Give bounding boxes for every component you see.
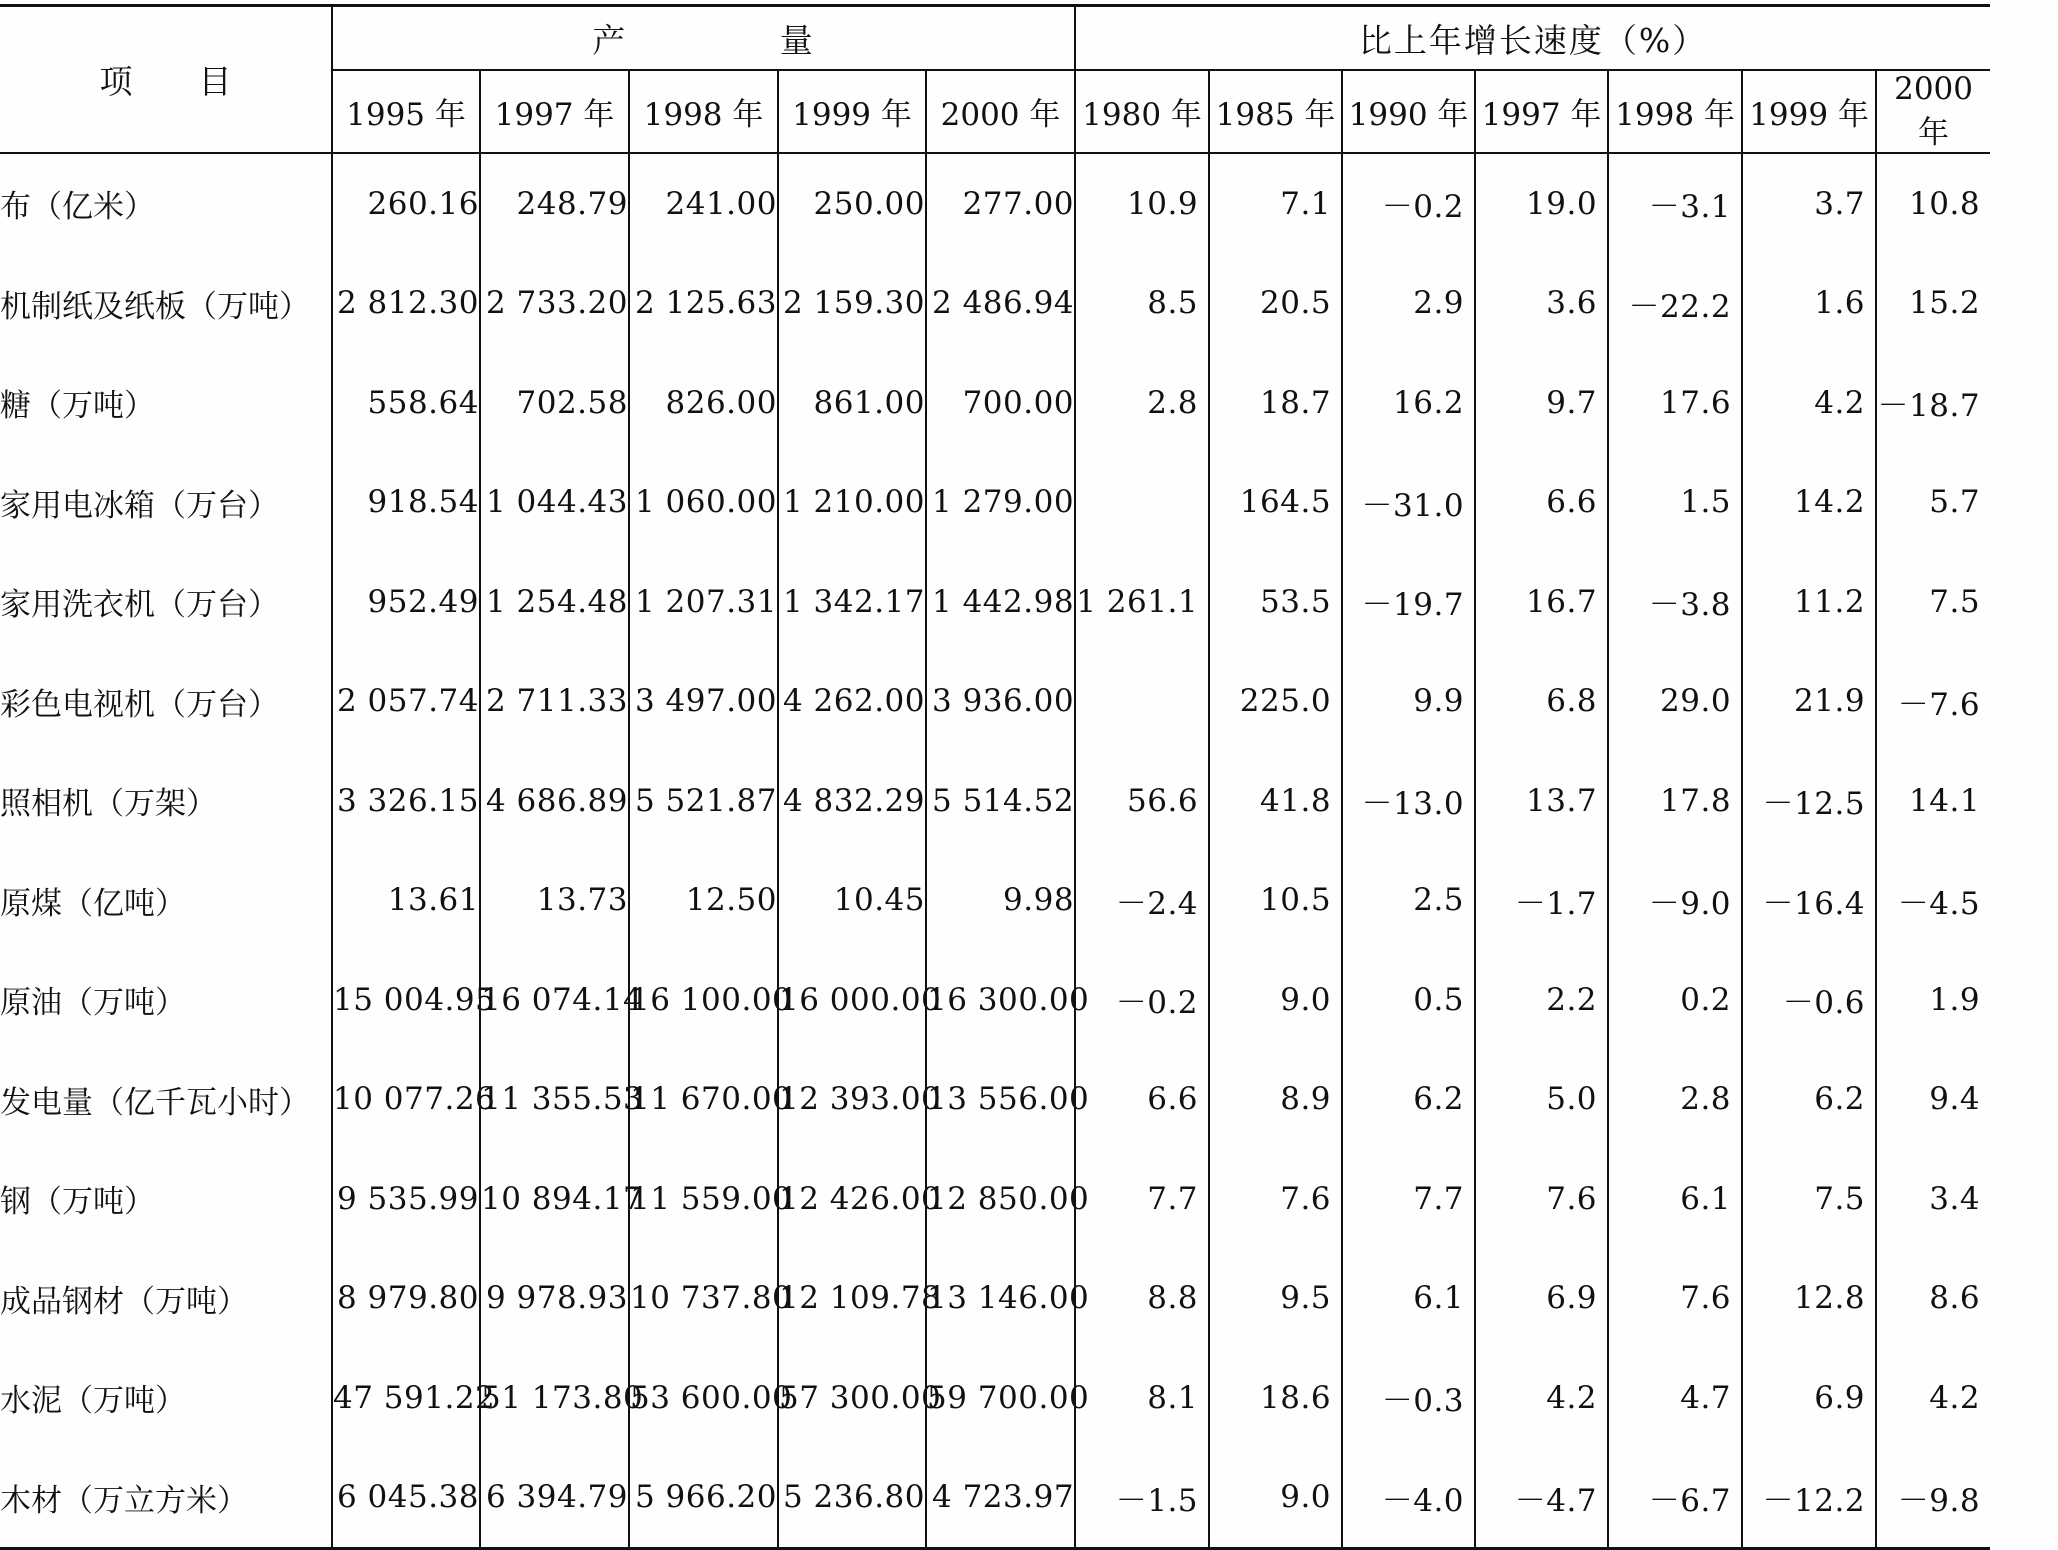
growth-cell: 4.2: [1742, 353, 1876, 453]
growth-cell: 2.8: [1608, 1050, 1742, 1150]
growth-cell: －7.6: [1897, 686, 1981, 723]
growth-cell: 3.6: [1475, 254, 1608, 354]
statistics-table: [0, 4, 1990, 1550]
growth-cell: 164.5: [1209, 453, 1342, 553]
growth-year-header: 1990 年: [1342, 70, 1475, 153]
growth-cell: －31.0: [1342, 453, 1475, 553]
production-cell: 13.73: [480, 851, 629, 951]
production-cell: 4 832.29: [778, 751, 926, 851]
production-cell: 558.64: [332, 353, 480, 453]
row-item-label: 糖（万吨）: [0, 353, 332, 453]
production-cell: 15 004.95: [332, 950, 480, 1050]
growth-cell: －6.7: [1608, 1448, 1742, 1549]
production-cell: 12.50: [629, 851, 778, 951]
growth-cell: －22.2: [1608, 254, 1742, 354]
growth-cell: 6.9: [1475, 1249, 1608, 1349]
production-cell: 10 894.17: [480, 1149, 629, 1249]
growth-year-header: 1998 年: [1608, 70, 1742, 153]
growth-cell: 8.8: [1075, 1249, 1209, 1349]
row-item-label: 成品钢材（万吨）: [0, 1249, 332, 1349]
growth-cell: 2.8: [1075, 353, 1209, 453]
row-item-label: 木材（万立方米）: [0, 1448, 332, 1549]
growth-cell: 6.6: [1075, 1050, 1209, 1150]
growth-cell: 15.2: [1909, 285, 1981, 322]
production-cell: 1 210.00: [778, 453, 926, 553]
production-year-header: 1998 年: [629, 70, 778, 153]
table-row: [0, 1149, 1990, 1249]
growth-cell: 5.7: [1929, 484, 1981, 521]
growth-cell: －4.5: [1897, 885, 1981, 922]
table-row: [0, 254, 1990, 354]
row-item-label: 钢（万吨）: [0, 1149, 332, 1249]
growth-cell: 1.6: [1742, 254, 1876, 354]
growth-cell: 18.7: [1209, 353, 1342, 453]
growth-cell: －2.4: [1075, 851, 1209, 951]
growth-cell: 7.7: [1342, 1149, 1475, 1249]
growth-cell: 2.2: [1475, 950, 1608, 1050]
production-cell: 8 979.80: [332, 1249, 480, 1349]
growth-cell: 3.4: [1929, 1180, 1981, 1217]
growth-cell: 9.0: [1209, 950, 1342, 1050]
growth-cell: 7.5: [1929, 583, 1981, 620]
row-item-label: 发电量（亿千瓦小时）: [0, 1050, 332, 1150]
growth-cell: 16.2: [1342, 353, 1475, 453]
growth-cell: 6.2: [1342, 1050, 1475, 1150]
growth-cell: 29.0: [1608, 652, 1742, 752]
table-row: [0, 453, 1990, 553]
growth-cell: －3.1: [1608, 153, 1742, 254]
growth-cell: －0.6: [1742, 950, 1876, 1050]
growth-cell: 1.5: [1608, 453, 1742, 553]
production-cell: 2 733.20: [480, 254, 629, 354]
production-cell: 2 812.30: [332, 254, 480, 354]
production-cell: 260.16: [332, 153, 480, 254]
growth-cell: 4.2: [1929, 1379, 1981, 1416]
production-cell: 16 000.00: [778, 950, 926, 1050]
growth-cell: [1075, 453, 1209, 553]
production-cell: 6 394.79: [480, 1448, 629, 1549]
growth-cell: 2.9: [1342, 254, 1475, 354]
item-column-header: 项 目: [0, 6, 332, 154]
production-cell: 248.79: [480, 153, 629, 254]
production-cell: 5 521.87: [629, 751, 778, 851]
growth-cell: 9.9: [1342, 652, 1475, 752]
table-row: [0, 1448, 1990, 1549]
production-cell: 12 850.00: [926, 1149, 1075, 1249]
growth-cell: －12.2: [1742, 1448, 1876, 1549]
growth-cell: 4.7: [1608, 1348, 1742, 1448]
table-row: [0, 353, 1990, 453]
growth-cell: 1 261.1: [1075, 552, 1209, 652]
growth-cell: 8.9: [1209, 1050, 1342, 1150]
growth-cell: －0.2: [1075, 950, 1209, 1050]
row-item-label: 照相机（万架）: [0, 751, 332, 851]
production-cell: 4 723.97: [926, 1448, 1075, 1549]
growth-group-header: 比上年增长速度（%）: [1075, 6, 1990, 71]
production-cell: 826.00: [629, 353, 778, 453]
table-row: [0, 153, 1990, 254]
growth-cell: 53.5: [1209, 552, 1342, 652]
production-cell: 12 393.00: [778, 1050, 926, 1150]
production-cell: 16 074.14: [480, 950, 629, 1050]
growth-cell: 7.7: [1075, 1149, 1209, 1249]
growth-cell: 6.6: [1475, 453, 1608, 553]
row-item-label: 家用洗衣机（万台）: [0, 552, 332, 652]
production-cell: 11 559.00: [629, 1149, 778, 1249]
growth-year-header: 1985 年: [1209, 70, 1342, 153]
growth-cell: －18.7: [1877, 388, 1981, 425]
production-group-header: 产 量: [332, 6, 1075, 71]
production-cell: 2 125.63: [629, 254, 778, 354]
growth-cell: －12.5: [1742, 751, 1876, 851]
production-cell: 59 700.00: [926, 1348, 1075, 1448]
row-item-label: 彩色电视机（万台）: [0, 652, 332, 752]
production-cell: 702.58: [480, 353, 629, 453]
production-cell: 952.49: [332, 552, 480, 652]
growth-cell: 20.5: [1209, 254, 1342, 354]
production-cell: 5 966.20: [629, 1448, 778, 1549]
production-cell: 4 686.89: [480, 751, 629, 851]
growth-cell: －1.7: [1475, 851, 1608, 951]
table-row: [0, 851, 1990, 951]
growth-cell: 17.8: [1608, 751, 1742, 851]
growth-cell: －9.0: [1608, 851, 1742, 951]
growth-year-header: 1999 年: [1742, 70, 1876, 153]
production-cell: 241.00: [629, 153, 778, 254]
growth-cell: 18.6: [1209, 1348, 1342, 1448]
production-cell: 861.00: [778, 353, 926, 453]
growth-cell: 4.2: [1475, 1348, 1608, 1448]
production-cell: 9 978.93: [480, 1249, 629, 1349]
production-cell: 277.00: [926, 153, 1075, 254]
growth-cell: 9.7: [1475, 353, 1608, 453]
production-cell: 1 342.17: [778, 552, 926, 652]
growth-cell: 1.9: [1929, 981, 1981, 1018]
table-row: [0, 751, 1990, 851]
production-cell: 4 262.00: [778, 652, 926, 752]
growth-cell: －19.7: [1342, 552, 1475, 652]
growth-cell: 6.1: [1342, 1249, 1475, 1349]
production-cell: 2 057.74: [332, 652, 480, 752]
row-item-label: 布（亿米）: [0, 153, 332, 254]
row-item-label: 水泥（万吨）: [0, 1348, 332, 1448]
growth-cell: 13.7: [1475, 751, 1608, 851]
growth-cell: 7.6: [1608, 1249, 1742, 1349]
production-cell: 9.98: [926, 851, 1075, 951]
row-item-label: 原煤（亿吨）: [0, 851, 332, 951]
table-row: [0, 1348, 1990, 1448]
growth-cell: 3.7: [1742, 153, 1876, 254]
growth-cell: －9.8: [1897, 1482, 1981, 1519]
growth-cell: 7.5: [1742, 1149, 1876, 1249]
production-cell: 53 600.00: [629, 1348, 778, 1448]
production-cell: 11 670.00: [629, 1050, 778, 1150]
production-cell: 1 207.31: [629, 552, 778, 652]
growth-cell: 6.8: [1475, 652, 1608, 752]
production-cell: 11 355.53: [480, 1050, 629, 1150]
production-cell: 250.00: [778, 153, 926, 254]
production-cell: 16 300.00: [926, 950, 1075, 1050]
growth-cell: 7.6: [1475, 1149, 1608, 1249]
production-year-header: 1995 年: [332, 70, 480, 153]
production-year-header: 2000 年: [926, 70, 1075, 153]
growth-cell: 14.1: [1909, 782, 1981, 819]
growth-cell: 9.0: [1209, 1448, 1342, 1549]
production-cell: 10 737.80: [629, 1249, 778, 1349]
growth-cell: 8.5: [1075, 254, 1209, 354]
production-cell: 2 159.30: [778, 254, 926, 354]
production-cell: 10 077.26: [332, 1050, 480, 1150]
row-item-label: 原油（万吨）: [0, 950, 332, 1050]
production-cell: 1 060.00: [629, 453, 778, 553]
growth-cell: 16.7: [1475, 552, 1608, 652]
production-cell: 3 936.00: [926, 652, 1075, 752]
production-year-header: 1997 年: [480, 70, 629, 153]
growth-cell: 6.9: [1742, 1348, 1876, 1448]
growth-cell: －0.3: [1342, 1348, 1475, 1448]
production-cell: 10.45: [778, 851, 926, 951]
production-cell: 5 514.52: [926, 751, 1075, 851]
production-cell: 13.61: [332, 851, 480, 951]
production-cell: 13 556.00: [926, 1050, 1075, 1150]
production-cell: 918.54: [332, 453, 480, 553]
growth-cell: 12.8: [1742, 1249, 1876, 1349]
growth-cell: 9.4: [1929, 1081, 1981, 1118]
production-year-header: 1999 年: [778, 70, 926, 153]
growth-cell: 14.2: [1742, 453, 1876, 553]
growth-year-header: 1980 年: [1075, 70, 1209, 153]
growth-cell: 9.5: [1209, 1249, 1342, 1349]
growth-cell: 10.8: [1909, 185, 1981, 222]
production-cell: 16 100.00: [629, 950, 778, 1050]
growth-cell: －1.5: [1075, 1448, 1209, 1549]
growth-cell: －13.0: [1342, 751, 1475, 851]
production-cell: 2 711.33: [480, 652, 629, 752]
growth-cell: －3.8: [1608, 552, 1742, 652]
growth-cell: －16.4: [1742, 851, 1876, 951]
production-cell: 12 109.78: [778, 1249, 926, 1349]
production-cell: 3 497.00: [629, 652, 778, 752]
table-row: [0, 552, 1990, 652]
production-cell: 5 236.80: [778, 1448, 926, 1549]
table-row: [0, 950, 1990, 1050]
production-cell: 51 173.80: [480, 1348, 629, 1448]
growth-cell: 6.2: [1742, 1050, 1876, 1150]
growth-cell: 17.6: [1608, 353, 1742, 453]
growth-cell: －0.2: [1342, 153, 1475, 254]
growth-cell: 8.1: [1075, 1348, 1209, 1448]
production-cell: 1 254.48: [480, 552, 629, 652]
growth-cell: 7.1: [1209, 153, 1342, 254]
growth-cell: 7.6: [1209, 1149, 1342, 1249]
growth-cell: －4.7: [1475, 1448, 1608, 1549]
row-item-label: 家用电冰箱（万台）: [0, 453, 332, 553]
growth-cell: 10.5: [1209, 851, 1342, 951]
production-cell: 12 426.00: [778, 1149, 926, 1249]
production-cell: 3 326.15: [332, 751, 480, 851]
growth-year-header: 2000 年: [1876, 70, 1990, 153]
production-cell: 2 486.94: [926, 254, 1075, 354]
production-cell: 13 146.00: [926, 1249, 1075, 1349]
growth-cell: 0.2: [1608, 950, 1742, 1050]
row-item-label: 机制纸及纸板（万吨）: [0, 254, 332, 354]
production-cell: 700.00: [926, 353, 1075, 453]
table-row: [0, 652, 1990, 752]
growth-cell: －4.0: [1342, 1448, 1475, 1549]
production-cell: 57 300.00: [778, 1348, 926, 1448]
production-cell: 6 045.38: [332, 1448, 480, 1549]
production-cell: 1 279.00: [926, 453, 1075, 553]
table-row: [0, 1050, 1990, 1150]
table-row: [0, 1249, 1990, 1349]
growth-cell: 2.5: [1342, 851, 1475, 951]
growth-cell: 11.2: [1742, 552, 1876, 652]
production-cell: 1 044.43: [480, 453, 629, 553]
growth-cell: 225.0: [1209, 652, 1342, 752]
growth-cell: 10.9: [1075, 153, 1209, 254]
growth-cell: 5.0: [1475, 1050, 1608, 1150]
growth-cell: 21.9: [1742, 652, 1876, 752]
production-cell: 47 591.22: [332, 1348, 480, 1448]
growth-cell: 8.6: [1929, 1280, 1981, 1317]
growth-year-header: 1997 年: [1475, 70, 1608, 153]
growth-cell: 19.0: [1475, 153, 1608, 254]
production-cell: 1 442.98: [926, 552, 1075, 652]
production-cell: 9 535.99: [332, 1149, 480, 1249]
growth-cell: 56.6: [1075, 751, 1209, 851]
growth-cell: [1075, 652, 1209, 752]
growth-cell: 41.8: [1209, 751, 1342, 851]
growth-cell: 6.1: [1608, 1149, 1742, 1249]
growth-cell: 0.5: [1342, 950, 1475, 1050]
